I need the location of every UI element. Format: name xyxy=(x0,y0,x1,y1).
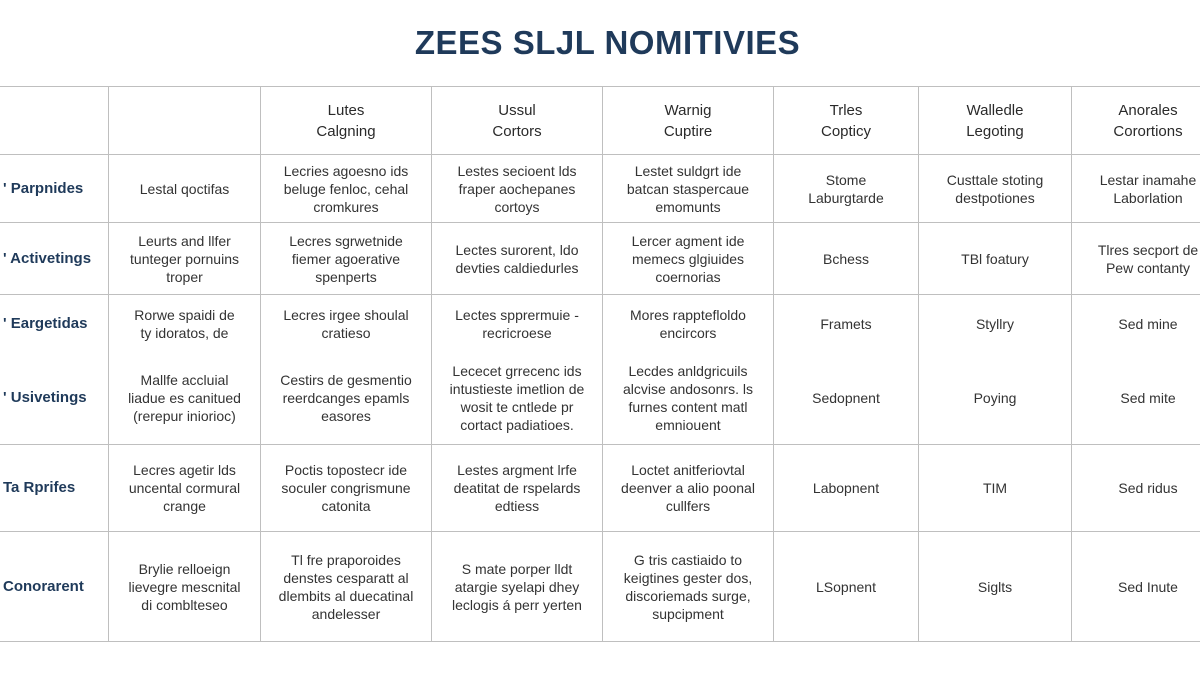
column-header: Lutes Calgning xyxy=(261,87,432,155)
table-cell: Tl fre praporoides denstes cesparatt al dlembits al duecatinal andelesser xyxy=(261,532,432,642)
row-label: ' Usivetings xyxy=(0,353,109,445)
table-cell: Brylie relloeign lievegre mescnital di comblteseo xyxy=(109,532,261,642)
table-cell: Sed mite xyxy=(1072,353,1200,445)
table-cell: Lecres agetir lds uncental cormural crange xyxy=(109,445,261,532)
table-row xyxy=(0,155,1200,223)
table-cell: LSopnent xyxy=(774,532,919,642)
table-cell: Loctet anitferiovtal deenver a alio poonal cullfers xyxy=(603,445,774,532)
table-row xyxy=(0,445,1200,532)
table-cell: TIM xyxy=(919,445,1072,532)
table-cell: Sed ridus xyxy=(1072,445,1200,532)
table-cell: Lercer agment ide memecs glgiuides coernorias xyxy=(603,223,774,295)
table-cell: Lececet grrecenc ids intustieste imetlion de wosit te cntlede pr cortact padiatioes. xyxy=(432,353,603,445)
table-cell: Lectes spprermuie - recricroese xyxy=(432,295,603,353)
table-cell: Lecries agoesno ids beluge fenloc, cehal cromkures xyxy=(261,155,432,223)
table-cell: Sedopnent xyxy=(774,353,919,445)
table-cell: Poying xyxy=(919,353,1072,445)
table-cell: Cestirs de gesmentio reerdcanges epamls easores xyxy=(261,353,432,445)
table-cell: Mallfe accluial liadue es canitued (rerepur iniorioc) xyxy=(109,353,261,445)
table-cell: Poctis topostecr ide soculer congrismune catonita xyxy=(261,445,432,532)
comparison-table xyxy=(0,86,1200,642)
table-cell: Siglts xyxy=(919,532,1072,642)
table-cell: Sed mine xyxy=(1072,295,1200,353)
column-header xyxy=(0,87,109,155)
table-row xyxy=(0,353,1200,445)
table-cell: Lestes argment lrfe deatitat de rspelards edtiess xyxy=(432,445,603,532)
row-label: Ta Rprifes xyxy=(0,445,109,532)
table-row xyxy=(0,295,1200,353)
table-cell: Lestes secioent lds fraper aochepanes cortoys xyxy=(432,155,603,223)
table-header-row xyxy=(0,87,1200,155)
table-cell: Rorwe spaidi de ty idoratos, de xyxy=(109,295,261,353)
column-header xyxy=(109,87,261,155)
table-cell: Sed Inute xyxy=(1072,532,1200,642)
column-header: Walledle Legoting xyxy=(919,87,1072,155)
table-cell: TBl foatury xyxy=(919,223,1072,295)
column-header: Anorales Corortions xyxy=(1072,87,1200,155)
table-cell: G tris castiaido to keigtines gester dos, discoriemads surge, supcipment xyxy=(603,532,774,642)
row-label: ' Eargetidas xyxy=(0,295,109,353)
column-header: Warnig Cuptire xyxy=(603,87,774,155)
column-header: Ussul Cortors xyxy=(432,87,603,155)
table-row xyxy=(0,223,1200,295)
table-cell: Custtale stoting destpotiones xyxy=(919,155,1072,223)
row-label: Conorarent xyxy=(0,532,109,642)
table-cell: Lecres sgrwetnide fiemer agoerative spenperts xyxy=(261,223,432,295)
table-cell: Lecres irgee shoulal cratieso xyxy=(261,295,432,353)
table-cell: Stome Laburgtarde xyxy=(774,155,919,223)
table-cell: Mores rapptefloldo encircors xyxy=(603,295,774,353)
table-cell: Styllry xyxy=(919,295,1072,353)
table-cell: Tlres secport de Pew contanty xyxy=(1072,223,1200,295)
table-row xyxy=(0,532,1200,642)
table-cell: Leurts and llfer tunteger pornuins troper xyxy=(109,223,261,295)
table-cell: Lecdes anldgricuils alcvise andosonrs. ls furnes content matl emniouent xyxy=(603,353,774,445)
table-cell: Lectes surorent, ldo devties caldiedurles xyxy=(432,223,603,295)
table-cell: Lestal qoctifas xyxy=(109,155,261,223)
column-header: Trles Copticy xyxy=(774,87,919,155)
page-title: ZEES SLJL NOMITIVIES xyxy=(414,24,801,61)
table-cell: Labopnent xyxy=(774,445,919,532)
table-cell: Framets xyxy=(774,295,919,353)
row-label: ' Activetings xyxy=(0,223,109,295)
row-label: ' Parpnides xyxy=(0,155,109,223)
table-cell: Bchess xyxy=(774,223,919,295)
table-cell: Lestar inamahe Laborlation xyxy=(1072,155,1200,223)
table-cell: S mate porper lldt atargie syelapi dhey leclogis á perr yerten xyxy=(432,532,603,642)
table-cell: Lestet suldgrt ide batcan staspercaue emomunts xyxy=(603,155,774,223)
